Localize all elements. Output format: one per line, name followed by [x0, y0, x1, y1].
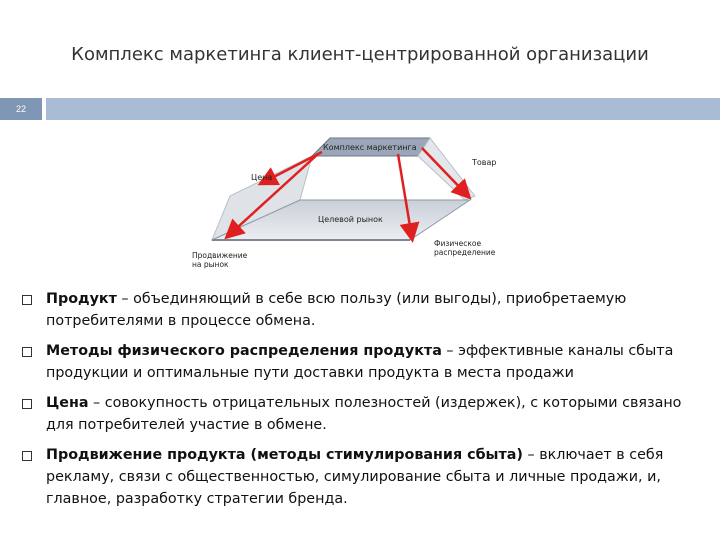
label-line-2: на рынок: [192, 260, 229, 269]
price-label: Цена: [251, 173, 273, 182]
center-label: Целевой рынок: [318, 215, 383, 224]
bullet-text: – совокупность отрицательных полезностей (издержек), с которыми связано для потребителей участие в обмене.: [46, 395, 682, 433]
label-line-2: распределение: [434, 248, 496, 257]
bullet-marker-icon: [22, 295, 32, 305]
bullet-price: [18, 392, 708, 436]
bullet-text: – эффективные каналы сбыта продукции и оптимальные пути доставки продукта в места продажи: [46, 343, 674, 381]
bullet-term: Продвижение продукта (методы стимулирования сбыта): [46, 447, 523, 463]
bullet-term: Продукт: [46, 291, 117, 307]
bullet-list: [18, 288, 708, 518]
bullet-product: [18, 288, 708, 332]
bullet-distribution: [18, 340, 708, 384]
product-label: Товар: [472, 158, 497, 167]
slide-title: Комплекс маркетинга клиент-центрированной организации: [71, 44, 649, 65]
bullet-marker-icon: [22, 399, 32, 409]
bullet-text: – включает в себя рекламу, связи с общественностью, симулирование сбыта и личные продажи, и, главное, разработку стратегии бренда.: [46, 447, 664, 507]
bullet-text: – объединяющий в себе всю пользу (или выгоды), приобретаемую потребителями в процессе обмена.: [46, 291, 627, 329]
promotion-label-text: Продвижение: [192, 251, 248, 260]
bullet-promotion: [18, 444, 708, 510]
distribution-label-text: Физическое: [434, 239, 482, 248]
bullet-term: Цена: [46, 395, 89, 411]
distribution-label: [434, 239, 496, 257]
back-wall: [418, 138, 475, 200]
arrow-product: [422, 148, 468, 196]
slide-number: 22: [0, 98, 42, 120]
top-plate-label: Комплекс маркетинга: [323, 143, 417, 152]
bullet-marker-icon: [22, 451, 32, 461]
promotion-label: [192, 251, 250, 269]
bullet-term: Методы физического распределения продукта: [46, 343, 442, 359]
bullet-marker-icon: [22, 347, 32, 357]
